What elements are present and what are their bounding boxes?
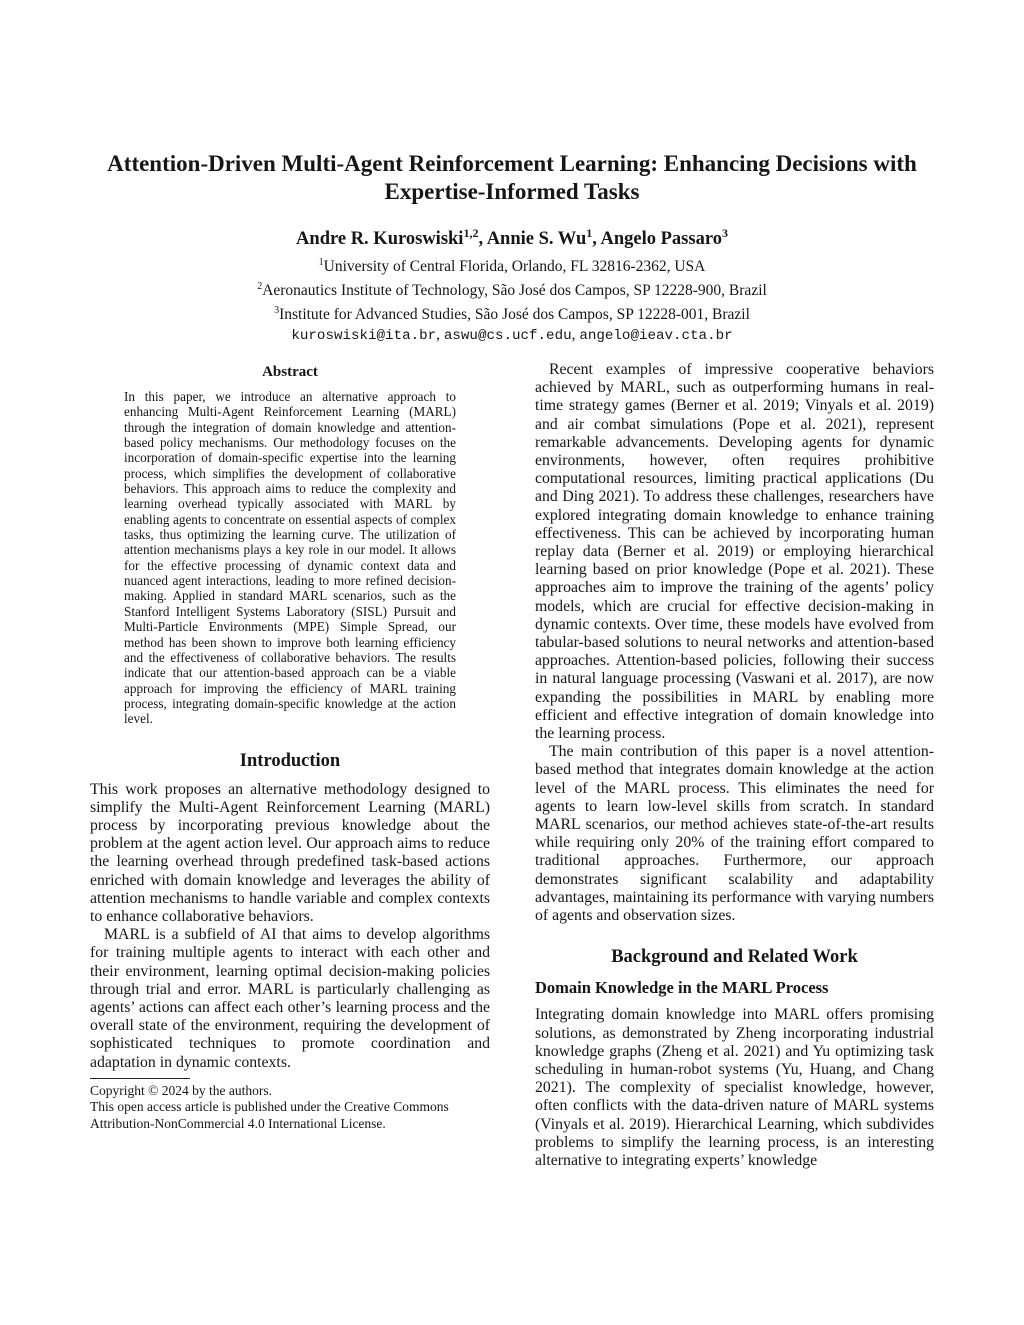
email-separator: , <box>436 325 444 343</box>
introduction-paragraph: This work proposes an alternative methodology designed to simplify the Multi-Agent Reinforcement Learning (MARL) process by incorporating previous knowledge about the problem at the agent action level. Our approach aims to reduce the learning overhead through predefined task-based actions enriched with domain knowledge and leverages the ability of attention mechanisms to handle variable and complex contexts to enhance collaborative behaviors. <box>90 780 490 925</box>
introduction-paragraph: MARL is a subfield of AI that aims to develop algorithms for training multiple agents to interact with each other and their environment, learning optimal decision-making policies through trial and error. MARL is particularly challenging as agents’ actions can affect each other’s learning process and the overall state of the environment, requiring the development of sophisticated techniques to promote coordination and adaptation in dynamic contexts. <box>90 926 490 1071</box>
author-affil-mark: 3 <box>721 226 728 240</box>
body-paragraph: The main contribution of this paper is a novel attention-based method that integrates domain knowledge at the action level of the MARL process. This eliminates the need for agents to learn low-level skills from scratch. In standard MARL scenarios, our method achieves state-of-the-art results while requiring only 20% of the training effort compared to traditional approaches. Furthermore, our approach demonstrates significant scalability and adaptability advantages, maintaining its performance with varying numbers of agents and observation sizes. <box>535 743 934 925</box>
right-column <box>535 361 934 1170</box>
introduction-heading: Introduction <box>239 750 341 771</box>
author-affil-mark: 1 <box>586 226 593 240</box>
affiliation-mark: 2 <box>257 280 263 292</box>
background-paragraph: Integrating domain knowledge into MARL offers promising solutions, as demonstrated by Zheng incorporating industrial knowledge graphs (Zheng et al. 2021) and Yu optimizing task scheduling in human-robot systems (Yu, Huang, and Chang 2021). The complexity of specialist knowledge, however, often conflicts with the data-driven nature of MARL systems (Vinyals et al. 2019). Hierarchical Learning, which subdivides problems to simplify the learning process, is an interesting alternative to integrating experts’ knowledge <box>535 1006 934 1169</box>
background-heading: Background and Related Work <box>611 947 858 968</box>
abstract-heading: Abstract <box>262 364 318 380</box>
affiliation-mark: 1 <box>318 257 324 268</box>
abstract-text: In this paper, we introduce an alternative approach to enhancing Multi-Agent Reinforcement Learning (MARL) through the integration of domain knowledge and attention-based policy mechanisms. Our methodology focuses on the incorporation of domain-specific expertise into the learning process, which simplifies the development of collaborative behaviors. This approach aims to reduce the complexity and learning overhead typically associated with MARL by enabling agents to concentrate on essential aspects of complex tasks, thus optimizing the learning curve. The utilization of attention mechanisms plays a key role in our model. It allows for the effective processing of dynamic context data and nuanced agent interactions, leading to more refined decision-making. Applied in standard MARL scenarios, such as the Stanford Intelligent Systems Laboratory (SISL) Pursuit and Multi-Particle Environments (MPE) Simple Spread, our method has been shown to improve both learning efficiency and the effectiveness of collaborative behaviors. The results indicate that our attention-based approach can be a viable approach for improving the efficiency of MARL training process, integrating domain-specific knowledge at the action level. <box>124 389 456 727</box>
affiliation-text: Aeronautics Institute of Technology, São José dos Campos, SP 12228-900, Brazil <box>262 282 767 300</box>
footnote-rule <box>90 1078 190 1079</box>
email-separator: , <box>571 325 580 343</box>
title-line-1: Attention-Driven Multi-Agent Reinforcement Learning: Enhancing Decisions with <box>107 151 917 176</box>
author-list <box>60 221 964 251</box>
affiliation-line <box>60 253 964 277</box>
affiliation-line <box>60 277 964 301</box>
domain-knowledge-subheading: Domain Knowledge in the MARL Process <box>535 978 829 998</box>
author-affil-mark: 1,2 <box>463 226 479 240</box>
email-link[interactable]: kuroswiski@ita.br <box>291 327 437 344</box>
affiliation-text: University of Central Florida, Orlando, FL 32816-2362, USA <box>323 258 706 276</box>
affiliation-mark: 3 <box>274 304 280 316</box>
license-notice: This open access article is published under the Creative Commons Attribution-NonCommercial 4.0 International License. <box>90 1099 449 1131</box>
email-link[interactable]: angelo@ieav.cta.br <box>579 327 733 344</box>
email-link[interactable]: aswu@cs.ucf.edu <box>443 327 572 344</box>
author-name: Angelo Passaro <box>600 229 722 250</box>
body-paragraph: Recent examples of impressive cooperative behaviors achieved by MARL, such as outperforming humans in real-time strategy games (Berner et al. 2019; Vinyals et al. 2019) and air combat simulations (Pope et al. 2021), represent remarkable advancements. Developing agents for dynamic environments, however, often requires prohibitive computational resources, limiting practical applications (Du and Ding 2021). To address these challenges, researchers have explored integrating domain knowledge to enhance training effectiveness. This can be achieved by incorporating human replay data (Berner et al. 2019) or employing hierarchical learning based on prior knowledge (Pope et al. 2021). These approaches aim to improve the training of the agents’ policy models, which are crucial for effective decision-making in dynamic contexts. Over time, these models have evolved from tabular-based solutions to neural networks and attention-based approaches. Attention-based policies, following their success in natural language processing (Vaswani et al. 2017), are now expanding the possibilities in MARL by enabling more efficient and effective integration of domain knowledge into the learning process. <box>535 361 934 743</box>
affiliation-text: Institute for Advanced Studies, São José dos Campos, SP 12228-001, Brazil <box>279 306 750 324</box>
left-column <box>90 361 490 1132</box>
affiliations <box>60 253 964 347</box>
author-name: Annie S. Wu <box>486 229 587 250</box>
author-separator: , <box>592 229 601 250</box>
author-separator: , <box>478 229 487 250</box>
copyright-notice: Copyright © 2024 by the authors. <box>90 1082 272 1098</box>
paper-title <box>60 150 964 206</box>
affiliation-line <box>60 301 964 325</box>
title-line-2: Expertise-Informed Tasks <box>384 179 640 204</box>
author-name: Andre R. Kuroswiski <box>296 229 464 250</box>
email-line <box>60 325 964 347</box>
